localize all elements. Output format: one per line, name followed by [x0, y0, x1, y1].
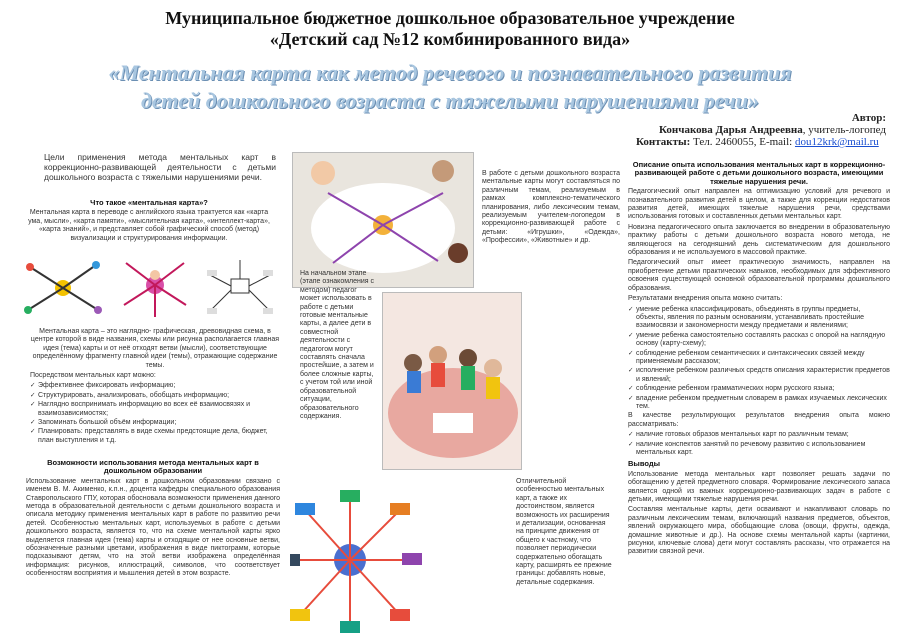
mind-map-definition — [30, 328, 280, 372]
possibility-section — [26, 456, 280, 581]
conclusions-heading: Выводы — [628, 459, 660, 469]
list-item: ✓ Структурировать, анализировать, обобщать информацию; — [30, 392, 280, 400]
header-institution-line1: Муниципальное бюджетное дошкольное образовательное учреждение — [165, 8, 735, 28]
list-item: ✓ соблюдение ребенком семантических и синтаксических связей между применяемым рассказом; — [628, 350, 890, 367]
contacts — [636, 136, 879, 148]
possibility-heading: Возможности использования метода ментальных карт в дошкольном образовании — [47, 458, 259, 476]
contacts-label: Контакты: — [636, 136, 691, 148]
poster-title-line2: детей дошкольного возраста с тяжелыми нарушениями речи» — [141, 88, 759, 113]
experience-heading: Описание опыта использования ментальных карт в коррекционно-развивающей работе с детьми дошкольного возраста, имеющими тяжелые нарушения речи. — [632, 160, 886, 186]
conclusions-p1: Использование метода ментальных карт позволяет решать задачи по обогащению у детей предметного словаря. Формирование лексического запаса является одной из важных коррекционно-развивающих задач в работе с детьми, имеющими тяжелые нарушения речи. — [628, 470, 890, 504]
experience-p1: Педагогический опыт направлен на оптимизацию условий для речевого и познавательного развития детей в целом, а также для коррекции недостатков развития детей, имеющих тяжелые нарушения речи, средствами использования готовых и составленных детьми ментальных карт. — [628, 188, 890, 221]
author-label: Автор: — [851, 112, 886, 124]
list-item: ✓ наличие конспектов занятий по речевому развитию с использованием ментальных карт. — [628, 441, 890, 458]
indicators-list — [628, 431, 890, 457]
what-heading: Что такое «ментальная карта»? — [90, 198, 208, 207]
list-item: ✓ умение ребенка классифицировать, объединять в группы предметы, объекты, явления по разным основаниям, устанавливать простейшие взаимосвязи и закономерности между предметами и явлениями; — [628, 306, 890, 331]
possibility-text: Использование ментальных карт в дошкольном образовании связано с именем В. М. Акименко, к.п.н., доцента кафедры специального образования Ставропольского ГПУ, которая обосновала возможности применения данного метода в образовательной деятельности с детьми дошкольного возраста и описала методику применения ментальных карт в работе по развитию речи детей. Особенностью ментальных карт, используемых в работе с детьми дошкольного возраста, является то, что на схеме ментальной карты ярко выделяется главная идея (тема) карты и отходящие от нее основные ветви, обозначенные разными цветами, изображения в виде пиктограмм, которые подсказывают детям, что на этой ветви изображена определённая информация: рисунков, иллюстраций, символов, что соответствует особенностям восприятия и мышления детей в этом возрасте. — [26, 477, 280, 578]
mind-map-image-1 — [18, 255, 108, 320]
contacts-email-link[interactable]: dou12krk@mail.ru — [794, 136, 879, 148]
uses-list — [30, 382, 280, 445]
photo1-caption — [482, 170, 620, 248]
author-role: , учитель-логопед — [802, 124, 886, 136]
what-section — [24, 196, 274, 245]
photo-children-group — [382, 292, 522, 470]
header-institution-line2: «Детский сад №12 комбинированного вида» — [269, 29, 631, 49]
photo-children-drawing-map — [292, 152, 474, 288]
uses-heading: Посредством ментальных карт можно: — [30, 372, 156, 379]
goals-text: Цели применения метода ментальных карт в коррекционно-развивающей деятельности с детьми дошкольного возраста с тяжелыми нарушениями речи. — [44, 152, 276, 182]
right-column — [628, 158, 890, 559]
list-item: ✓ Запоминать большой объём информации; — [30, 419, 280, 427]
stage-text: На начальном этапе (этапе ознакомления с методом) педагог может использовать в работе с детьми готовые ментальные карты, а далее дети в совместной деятельности с педагогом могут составлять сначала простейшие, а затем и более сложные карты, с учетом той или иной образовательной ситуации, образовательного содержания. — [300, 270, 375, 420]
what-text: Ментальная карта в переводе с английского языка трактуется как «карта ума, мысли», «карта памяти», «мыслительная карта», «интеллект-карта», «карта знаний», и представляет собой графический способ (метод) визуализации и структурирования информации. — [28, 209, 270, 242]
results-heading: Результатами внедрения опыта можно считать: — [628, 295, 783, 303]
bottom-text-block — [516, 478, 612, 589]
list-item: ✓ соблюдение ребенком грамматических норм русского языка; — [628, 385, 890, 393]
mind-map-image-3 — [205, 255, 275, 320]
results-list — [628, 306, 890, 412]
list-item: ✓ наличие готовых образов ментальных карт по различным темам; — [628, 431, 890, 439]
photo1-caption-text: В работе с детьми дошкольного возраста ментальные карты могут составляться по различным темам, реализуемым в рамках комплексно-тематического планирования, либо лексическим темам, реализуемым учителем-логопедом в коррекционно-развивающей работе с детьми: «Игрушки», «Одежда», «Профессии», «Животные» и др. — [482, 170, 620, 245]
uses-section — [30, 372, 280, 446]
list-item: ✓ Планировать: представлять в виде схемы предстоящие дела, бюджет, план выступления и т.д. — [30, 428, 280, 445]
bottom-text: Отличительной особенностью ментальных карт, а также их достоинством, является возможность их расширения и детализации, основанная на принципе движения от общего к частному, что позволяет периодически содержательно обогащать карту, расширять ее прежние границы: добавлять новые, детальные содержания. — [516, 478, 612, 586]
transport-mind-map-image — [290, 485, 510, 635]
list-item: ✓ Эффективнее фиксировать информацию; — [30, 382, 280, 390]
conclusions-p2: Составляя ментальные карты, дети осваивают и накапливают словарь по различным лексическим темам, включающий названия предметов, объектов, явлений окружающего мира, обобщающие слова (овощи, фрукты, одежда, домашние животные и др.). На основе схемы ментальной карты (картинки, рисунки, ключевые слова) дети могут составлять рассказы, что отражается на развитии связной речи. — [628, 506, 890, 556]
mind-text: Ментальная карта – это наглядно- графическая, древовидная схема, в центре которой в виде названия, схемы или рисунка располагается главная идея (тема) карты и от неё отходят ветви (мысли), соответствующие определённому фрагменту главной идеи (темы), отражающие содержание темы. — [30, 328, 280, 369]
mind-map-image-2 — [118, 255, 193, 320]
list-item: ✓ Наглядно воспринимать информацию во всех её взаимосвязях и взаимозависимостях; — [30, 401, 280, 418]
author-info — [659, 124, 886, 136]
experience-p3: Педагогический опыт имеет практическую значимость, направлен на приобретение детьми практических навыков, необходимых для эффективного освоения существующей основной образовательной программы дошкольного образования. — [628, 259, 890, 292]
poster-title-line1: «Ментальная карта как метод речевого и познавательного развития — [108, 60, 792, 85]
contacts-phone: Тел. 2460055, E-mail: — [690, 136, 795, 148]
author-name: Кончакова Дарья Андреевна — [658, 124, 803, 136]
list-item: ✓ исполнение ребенком различных средств описания характеристик предметов и явлений; — [628, 367, 890, 384]
stage-text-block — [300, 270, 378, 423]
list-item: ✓ владение ребенком предметным словарем в рамках изучаемых лексических тем. — [628, 395, 890, 412]
experience-p2: Новизна педагогического опыта заключается во внедрении в образовательную практику работы с детьми дошкольного возраста нового метода, не являющегося на сегодняшний день систематическим для дошкольного образования и не используемого в массовой практике. — [628, 223, 890, 257]
indicators-heading: В качестве результирующих результатов внедрения опыта можно рассматривать: — [628, 412, 890, 428]
list-item: ✓ умение ребенка самостоятельно составлять рассказ с опорой на наглядную основу (карту-схему); — [628, 332, 890, 349]
